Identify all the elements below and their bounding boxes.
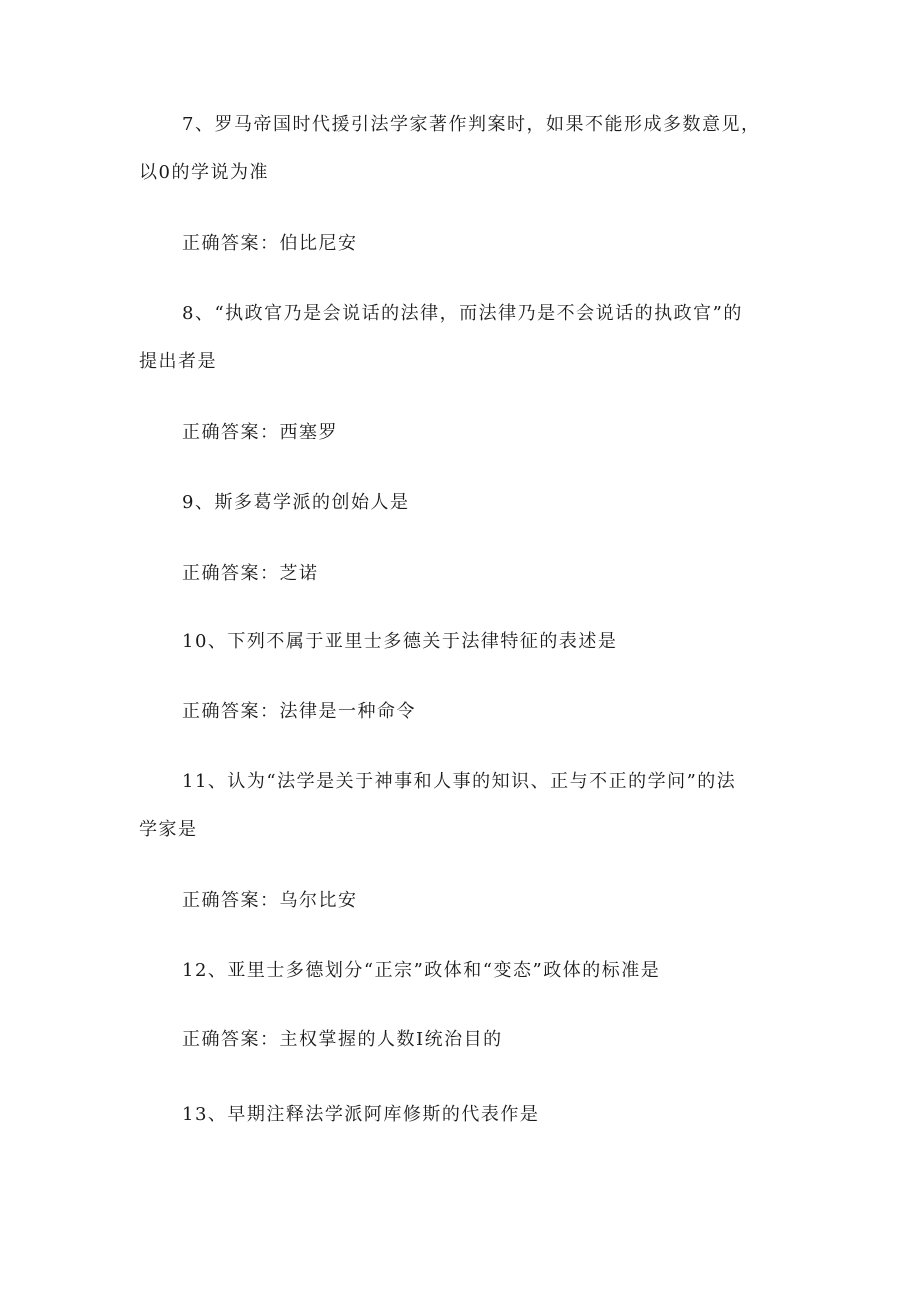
question-7-line-2: 以0的学说为准 <box>139 162 269 183</box>
answer-8: 正确答案：西塞罗 <box>182 422 338 443</box>
question-7-line-1: 7、罗马帝国时代援引法学家著作判案时，如果不能形成多数意见， <box>182 114 761 135</box>
answer-10: 正确答案：法律是一种命令 <box>182 701 416 722</box>
question-10: 10、下列不属于亚里士多德关于法律特征的表述是 <box>182 631 618 652</box>
question-13: 13、早期注释法学派阿库修斯的代表作是 <box>182 1104 540 1125</box>
question-8-line-1: 8、“执政官乃是会说话的法律，而法律乃是不会说话的执政官”的 <box>182 303 743 324</box>
question-8-line-2: 提出者是 <box>139 351 217 372</box>
answer-12: 正确答案：主权掌握的人数I统治目的 <box>182 1029 503 1050</box>
question-12: 12、亚里士多德划分“正宗”政体和“变态”政体的标准是 <box>182 960 661 981</box>
question-11-line-2: 学家是 <box>139 819 198 840</box>
answer-9: 正确答案：芝诺 <box>182 563 319 584</box>
answer-11: 正确答案：乌尔比安 <box>182 890 358 911</box>
question-11-line-1: 11、认为“法学是关于神事和人事的知识、正与不正的学问”的法 <box>182 771 737 792</box>
answer-7: 正确答案：伯比尼安 <box>182 233 358 254</box>
question-9: 9、斯多葛学派的创始人是 <box>182 492 410 513</box>
